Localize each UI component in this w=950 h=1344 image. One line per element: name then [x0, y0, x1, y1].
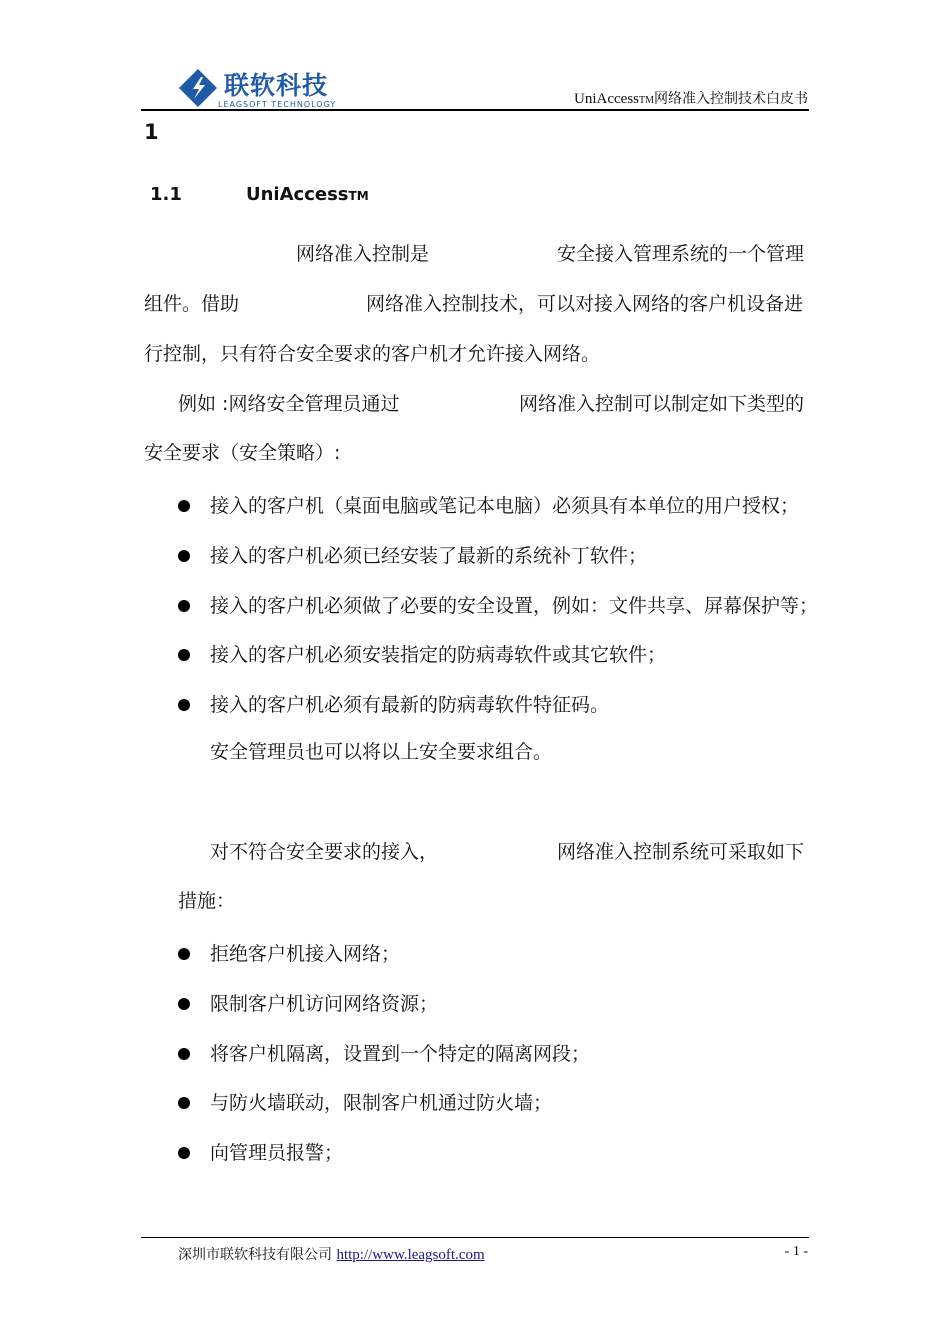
measures-intro-b: 网络准入控制系统可采取如下 [557, 841, 805, 863]
footer-website-link[interactable]: http://www.leagsoft.com [336, 1247, 485, 1263]
combine-note: 安全管理员也可以将以上安全要求组合。 [210, 741, 553, 763]
list-item: 限制客户机访问网络资源； [210, 993, 439, 1015]
bullet-icon [178, 998, 190, 1010]
intro-line5: 安全要求（安全策略）: [144, 442, 341, 464]
subsection-title [246, 184, 369, 205]
subsection-title-text: UniAccess [246, 184, 349, 205]
intro-line2-a: 组件。借助 [144, 293, 240, 315]
logo-mark-icon [178, 68, 218, 108]
footer-company-name: 深圳市联软科技有限公司 [178, 1247, 332, 1263]
footer-rule [141, 1237, 809, 1238]
header-rule [141, 109, 809, 111]
bullet-icon [178, 1147, 190, 1159]
bullet-icon [178, 600, 190, 612]
bullet-icon [178, 1097, 190, 1109]
bullet-icon [178, 500, 190, 512]
intro-line4-a: 例如 :网络安全管理员通过 [178, 393, 400, 415]
logo-english-name: LEAGSOFT TECHNOLOGY [218, 100, 337, 109]
list-item: 接入的客户机必须已经安装了最新的系统补丁软件； [210, 545, 648, 567]
page-number: - 1 - [784, 1244, 808, 1259]
list-item: 接入的客户机必须安装指定的防病毒软件或其它软件； [210, 644, 667, 666]
measures-intro-line2: 措施： [178, 890, 236, 912]
intro-line3: 行控制，只有符合安全要求的客户机才允许接入网络。 [144, 343, 601, 365]
bullet-icon [178, 948, 190, 960]
list-item: 与防火墙联动，限制客户机通过防火墙； [210, 1092, 553, 1114]
bullet-icon [178, 699, 190, 711]
header-product-name: UniAccess [574, 91, 639, 107]
intro-line1-a: 网络准入控制是 [296, 243, 430, 265]
intro-line4-b: 网络准入控制可以制定如下类型的 [519, 393, 805, 415]
logo-chinese-name: 联软科技 [224, 71, 329, 100]
list-item: 接入的客户机必须做了必要的安全设置，例如：文件共享、屏幕保护等； [210, 595, 819, 617]
section-number: 1 [144, 120, 159, 144]
subsection-number: 1.1 [150, 184, 182, 205]
bullet-icon [178, 649, 190, 661]
list-item: 拒绝客户机接入网络； [210, 943, 401, 965]
header-doc-title: 网络准入控制技术白皮书 [654, 91, 808, 107]
list-item: 接入的客户机（桌面电脑或笔记本电脑）必须具有本单位的用户授权； [210, 495, 800, 517]
bullet-icon [178, 550, 190, 562]
document-header-title [574, 88, 808, 108]
company-logo [178, 66, 348, 112]
header-trademark: TM [639, 95, 654, 106]
measures-intro-a: 对不符合安全要求的接入， [210, 841, 439, 863]
list-item: 向管理员报警； [210, 1142, 344, 1164]
intro-line1-b: 安全接入管理系统的一个管理 [557, 243, 805, 265]
subsection-title-trademark: TM [348, 189, 369, 203]
list-item: 将客户机隔离，设置到一个特定的隔离网段； [210, 1043, 591, 1065]
bullet-icon [178, 1048, 190, 1060]
list-item: 接入的客户机必须有最新的防病毒软件特征码。 [210, 694, 610, 716]
intro-line2-b: 网络准入控制技术，可以对接入网络的客户机设备进 [366, 293, 804, 315]
footer-company [178, 1244, 485, 1264]
